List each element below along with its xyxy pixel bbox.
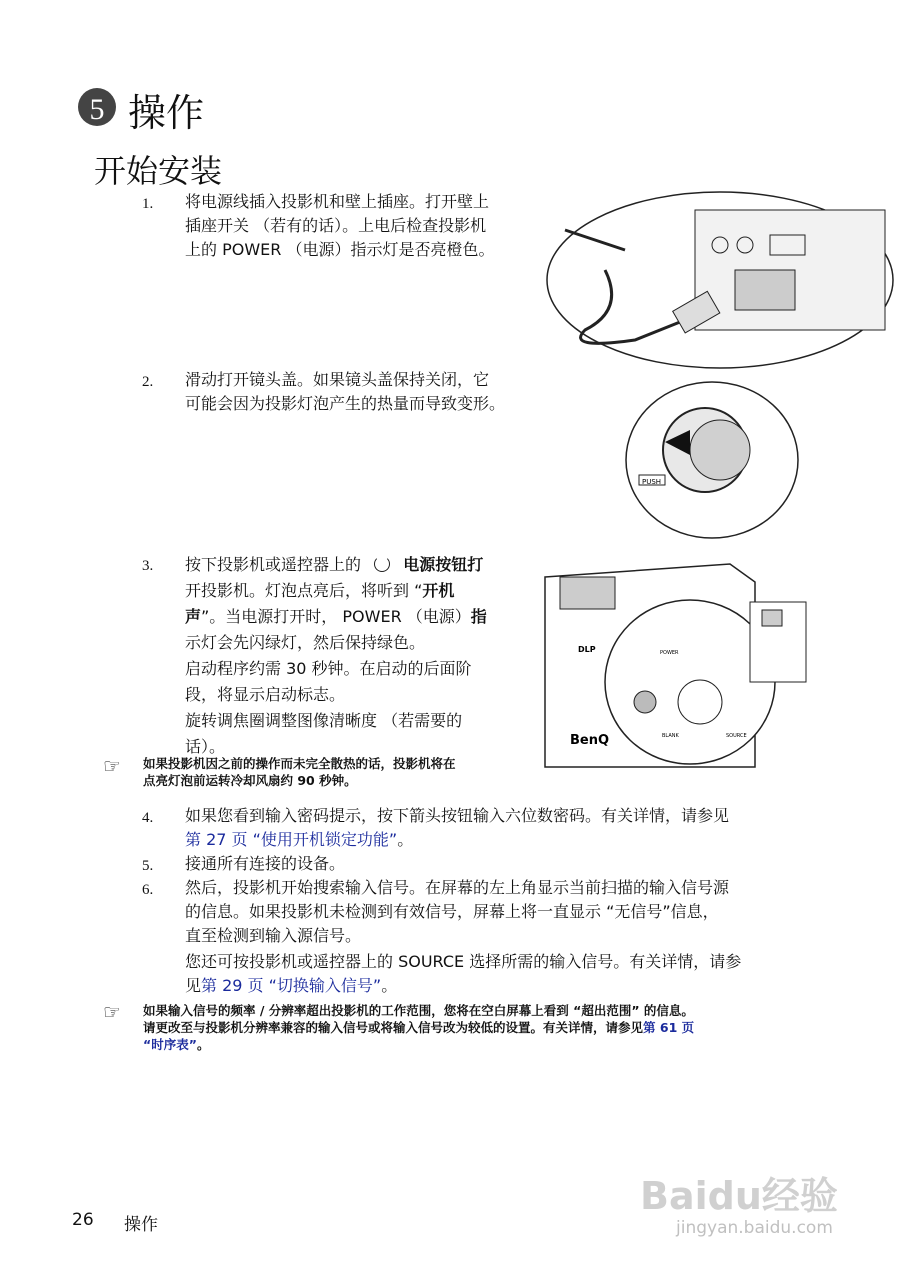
text-line: 。	[397, 830, 414, 849]
note-2	[143, 1002, 694, 1053]
text-bold: 声	[185, 607, 202, 626]
text-bold: 指	[470, 607, 487, 626]
text-line: 如果投影机因之前的操作而未完全散热的话，投影机将在	[143, 756, 456, 771]
footer-page-number: 26	[72, 1210, 94, 1230]
step-4-text	[185, 804, 729, 852]
watermark-url: jingyan.baidu.com	[676, 1218, 833, 1238]
chapter-title: 操作	[128, 91, 205, 135]
projector-control-panel-illustration	[540, 552, 810, 772]
watermark-logo: Baidu经验	[640, 1174, 838, 1218]
text-line: 插座开关 （若有的话）。上电后检查投影机	[185, 216, 487, 235]
blank-label: BLANK	[662, 733, 679, 739]
push-label: PUSH	[642, 478, 662, 486]
step-number: 1.	[142, 196, 154, 212]
text-line: 示灯会先闪绿灯，然后保持绿色。	[185, 633, 426, 652]
text-line: 直至检测到输入源信号。	[185, 926, 362, 945]
page-27-link[interactable]: 第 27 页 “使用开机锁定功能”	[185, 830, 398, 849]
footer-section: 操作	[124, 1215, 158, 1235]
text-line: 话）。	[185, 737, 226, 756]
step-2-text	[185, 368, 505, 416]
note-hand-icon: ☞	[103, 754, 121, 778]
power-icon	[374, 556, 390, 572]
power-cord-illustration	[545, 190, 895, 370]
text-line: 上的 POWER （电源）指示灯是否亮橙色。	[185, 240, 495, 259]
text-line: 。	[196, 1037, 210, 1052]
text-line: 滑动打开镜头盖。如果镜头盖保持关闭，它	[185, 370, 490, 389]
step-3-text	[185, 552, 487, 760]
text-line: 。	[381, 976, 398, 995]
page-29-link[interactable]: 第 29 页 “切换输入信号”	[201, 976, 382, 995]
text-line: 可能会因为投影灯泡产生的热量而导致变形。	[185, 394, 506, 413]
chapter-number-badge: 5	[78, 88, 116, 126]
text-line: 开投影机。灯泡点亮后，将听到 “	[185, 581, 423, 600]
text-line: 电源按钮打	[403, 555, 484, 574]
step-6-text	[185, 876, 741, 998]
dlp-logo: DLP	[578, 645, 596, 654]
text-line: 旋转调焦圈调整图像清晰度 （若需要的	[185, 711, 463, 730]
step-number: 6.	[142, 882, 154, 898]
source-label: SOURCE	[726, 733, 747, 739]
step-number: 2.	[142, 374, 154, 390]
note-1	[143, 755, 456, 789]
text-line: 请更改至与投影机分辨率兼容的输入信号或将输入信号改为较低的设置。有关详情，请参见	[143, 1020, 644, 1035]
text-line: 见	[185, 976, 202, 995]
page-61-link[interactable]: 第 61 页	[643, 1020, 695, 1035]
step-1-text	[185, 190, 494, 262]
text-line: 将电源线插入投影机和壁上插座。打开壁上	[185, 192, 490, 211]
text-line: 您还可按投影机或遥控器上的 SOURCE 选择所需的输入信号。有关详情，请参	[185, 952, 742, 971]
text-line: 如果输入信号的频率 / 分辨率超出投影机的工作范围，您将在空白屏幕上看到 “超出范围” 的信息。	[143, 1003, 694, 1018]
text-line: 段，将显示启动标志。	[185, 685, 346, 704]
step-number: 3.	[142, 558, 154, 574]
section-title: 开始安装	[94, 152, 223, 190]
text-line: 的信息。如果投影机未检测到有效信号，屏幕上将一直显示 “无信号”信息，	[185, 902, 719, 921]
note-hand-icon: ☞	[103, 1000, 121, 1024]
step-5-text: 接通所有连接的设备。	[185, 854, 346, 873]
lens-cover-illustration	[625, 380, 800, 540]
step-number: 4.	[142, 810, 154, 826]
text-line: 按下投影机或遥控器上的	[185, 555, 362, 574]
text-line: ”。当电源打开时， POWER （电源）	[201, 607, 471, 626]
text-line: 点亮灯泡前运转冷却风扇约 90 秒钟。	[143, 773, 357, 788]
text-line: 然后，投影机开始搜索输入信号。在屏幕的左上角显示当前扫描的输入信号源	[185, 878, 730, 897]
text-line: 如果您看到输入密码提示，按下箭头按钮输入六位数密码。有关详情，请参见	[185, 806, 730, 825]
timing-table-link[interactable]: “时序表”	[143, 1037, 197, 1052]
power-label: POWER	[660, 650, 679, 656]
text-bold: 开机	[422, 581, 455, 600]
text-line: 启动程序约需 30 秒钟。在启动的后面阶	[185, 659, 472, 678]
brand-logo: BenQ	[570, 733, 610, 748]
step-number: 5.	[142, 858, 154, 874]
